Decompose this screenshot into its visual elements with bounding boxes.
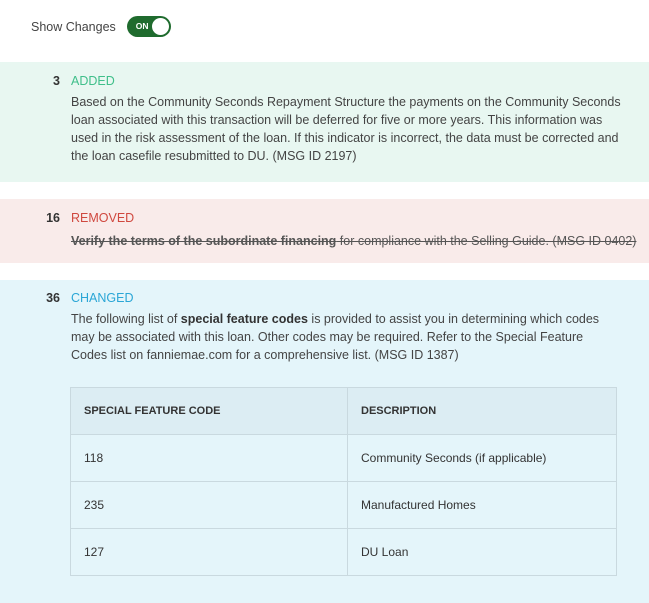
change-number: 3 xyxy=(53,74,60,88)
change-text xyxy=(71,232,637,250)
change-changed xyxy=(0,280,649,603)
removed-bold-text: Verify the terms of the subordinate financing xyxy=(71,234,337,248)
code-cell: 127 xyxy=(71,529,348,576)
change-number: 16 xyxy=(46,211,60,225)
table-row xyxy=(71,482,617,529)
column-header-code: SPECIAL FEATURE CODE xyxy=(71,388,348,435)
text-rest: is provided to assist you in determining which codes may be associated with this loan. Other codes may be required. Refer to the Special Feature Codes list on fanniemae.com for a comprehensive list. (MSG ID 1387) xyxy=(71,312,600,362)
column-header-description: DESCRIPTION xyxy=(348,388,617,435)
toggle-state: ON xyxy=(135,21,149,31)
description-cell: Community Seconds (if applicable) xyxy=(348,435,617,482)
description-cell: DU Loan xyxy=(348,529,617,576)
change-added xyxy=(0,62,649,182)
change-text xyxy=(71,310,621,364)
table-row xyxy=(71,529,617,576)
table-header-row xyxy=(71,388,617,435)
change-type-added: ADDED xyxy=(71,74,115,88)
removed-text: for compliance with the Selling Guide. (MSG ID 0402) xyxy=(336,234,637,248)
table-row xyxy=(71,435,617,482)
text-bold: special feature codes xyxy=(180,312,308,326)
description-cell: Manufactured Homes xyxy=(348,482,617,529)
change-number: 36 xyxy=(46,291,60,305)
change-type-removed: REMOVED xyxy=(71,211,135,225)
show-changes-toggle[interactable] xyxy=(127,16,171,37)
change-removed xyxy=(0,199,649,263)
text-pre: The following list of xyxy=(71,312,181,326)
code-cell: 118 xyxy=(71,435,348,482)
code-cell: 235 xyxy=(71,482,348,529)
special-feature-codes-table xyxy=(70,387,617,576)
show-changes-label: Show Changes xyxy=(31,19,116,34)
toggle-knob xyxy=(152,18,169,35)
show-changes-toggle-row xyxy=(31,16,171,37)
change-text: Based on the Community Seconds Repayment Structure the payments on the Community Seconds loan associated with this transaction will be deferred for five or more years. This information was used in the risk assessment of the loan. If this indicator is incorrect, the data must be corrected and the loan casefile resubmitted to DU. (MSG ID 2197) xyxy=(71,95,621,163)
change-type-changed: CHANGED xyxy=(71,291,134,305)
